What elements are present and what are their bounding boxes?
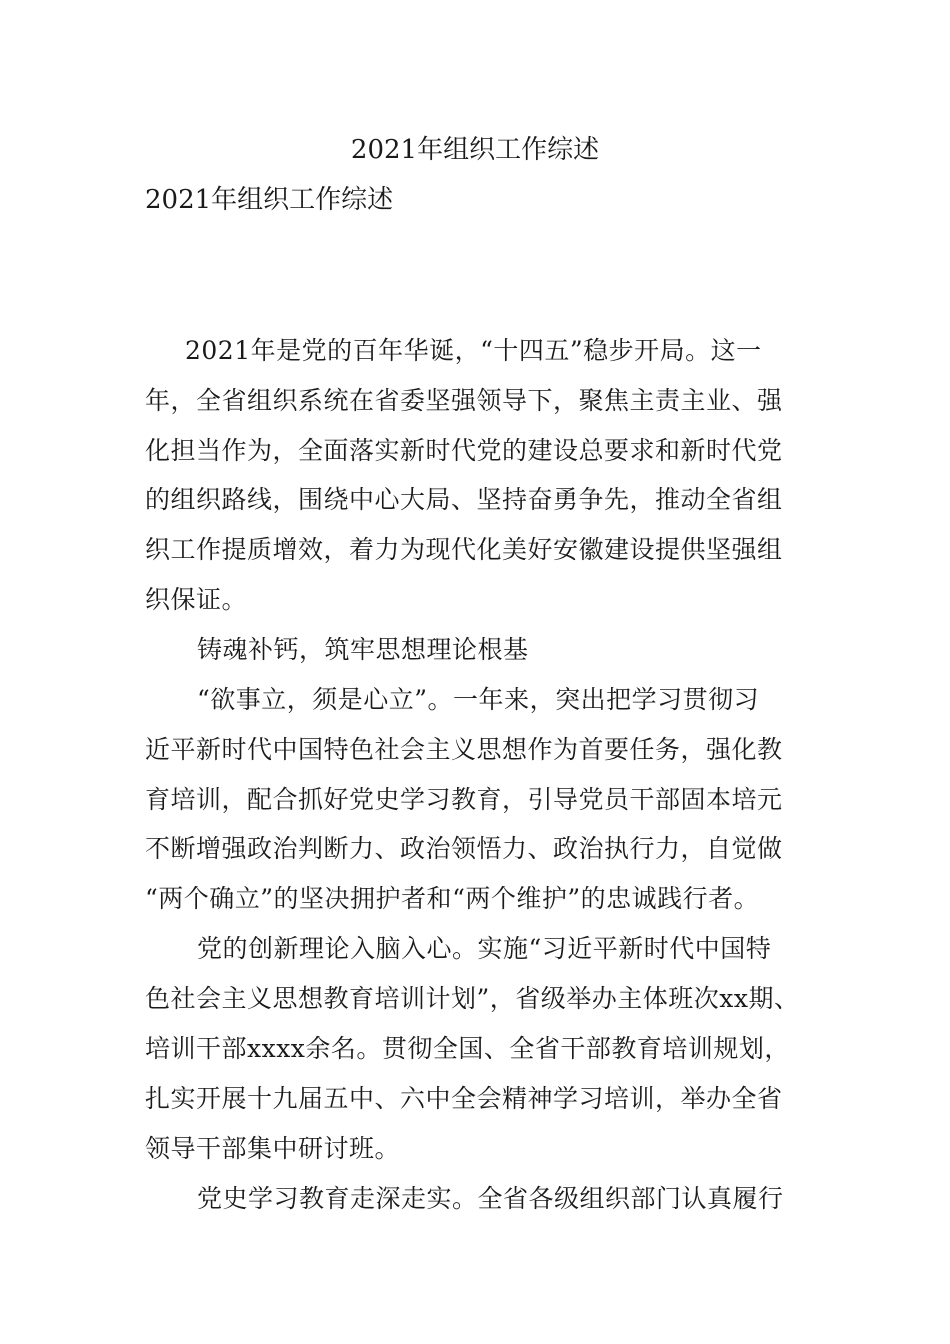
paragraph-line: 织保证。 xyxy=(145,585,248,614)
paragraph-line: 扎实开展十九届五中、六中全会精神学习培训，举办全省 xyxy=(145,1084,783,1113)
paragraph-line: “欲事立，须是心立”。一年来，突出把学习贯彻习 xyxy=(197,685,760,714)
paragraph-line: 化担当作为，全面落实新时代党的建设总要求和新时代党 xyxy=(145,436,783,465)
section-heading: 铸魂补钙，筑牢思想理论根基 xyxy=(197,635,529,664)
paragraph-line: 色社会主义思想教育培训计划”，省级举办主体班次xx期、 xyxy=(145,984,800,1013)
paragraph-line: 的组织路线，围绕中心大局、坚持奋勇争先，推动全省组 xyxy=(145,485,783,514)
paragraph-line: 近平新时代中国特色社会主义思想作为首要任务，强化教 xyxy=(145,735,783,764)
paragraph-line: 织工作提质增效，着力为现代化美好安徽建设提供坚强组 xyxy=(145,535,783,564)
paragraph-line: 年，全省组织系统在省委坚强领导下，聚焦主责主业、强 xyxy=(145,386,783,415)
paragraph-line: 党的创新理论入脑入心。实施“习近平新时代中国特 xyxy=(197,934,772,963)
paragraph-line: 育培训，配合抓好党史学习教育，引导党员干部固本培元 xyxy=(145,785,783,814)
paragraph-line: 不断增强政治判断力、政治领悟力、政治执行力，自觉做 xyxy=(145,834,783,863)
paragraph-line: 党史学习教育走深走实。全省各级组织部门认真履行 xyxy=(197,1184,784,1213)
paragraph-line: 2021年是党的百年华诞，“十四五”稳步开局。这一 xyxy=(185,336,762,365)
document-title: 2021年组织工作综述 xyxy=(350,135,600,165)
paragraph-line: 培训干部xxxx余名。贯彻全国、全省干部教育培训规划， xyxy=(145,1034,790,1063)
document-subtitle: 2021年组织工作综述 xyxy=(145,185,394,215)
paragraph-line: 领导干部集中研讨班。 xyxy=(145,1134,401,1163)
paragraph-line: “两个确立”的坚决拥护者和“两个维护”的忠诚践行者。 xyxy=(145,884,760,913)
